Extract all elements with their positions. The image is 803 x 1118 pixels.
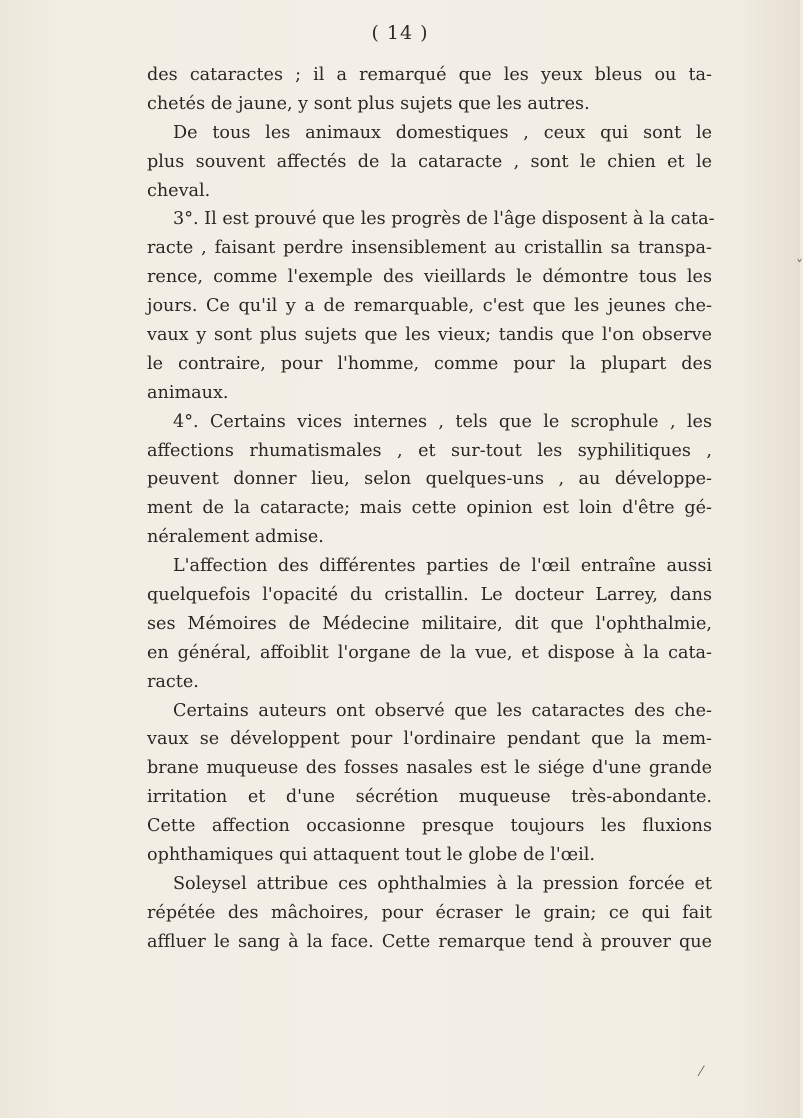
text-line: chetés de jaune, y sont plus sujets que les autres.	[147, 93, 590, 114]
text-line: ment de la cataracte; mais cette opinion est loin d'être gé-	[147, 498, 712, 519]
margin-mark: ˅	[796, 258, 803, 274]
text-line: jours. Ce qu'il y a de remarquable, c'est que les jeunes che-	[147, 296, 712, 317]
text-line: néralement admise.	[147, 527, 324, 548]
text-line: racte , faisant perdre insensiblement au cristallin sa transpa-	[147, 238, 712, 259]
text-line: L'affection des différentes parties de l'œil entraîne aussi	[173, 556, 712, 577]
text-line: vaux y sont plus sujets que les vieux; tandis que l'on observe	[147, 325, 712, 346]
text-line: plus souvent affectés de la cataracte , sont le chien et le	[147, 151, 712, 172]
text-line: répétée des mâchoires, pour écraser le grain; ce qui fait	[147, 902, 712, 923]
text-line: 4°. Certains vices internes , tels que le scrophule , les	[173, 411, 712, 432]
text-line: affluer le sang à la face. Cette remarque tend à prouver que	[147, 931, 712, 952]
text-line: peuvent donner lieu, selon quelques-uns , au développe-	[147, 469, 712, 490]
text-line: vaux se développent pour l'ordinaire pendant que la mem-	[147, 729, 712, 750]
text-line: brane muqueuse des fosses nasales est le siége d'une grande	[147, 758, 712, 779]
margin-mark: ⁄	[700, 1064, 703, 1080]
text-line: Soleysel attribue ces ophthalmies à la pression forcée et	[173, 873, 712, 894]
text-line: en général, affoiblit l'organe de la vue, et dispose à la cata-	[147, 642, 712, 663]
text-line: quelquefois l'opacité du cristallin. Le docteur Larrey, dans	[147, 585, 712, 606]
body-text	[147, 61, 715, 957]
text-line: des cataractes ; il a remarqué que les yeux bleus ou ta-	[147, 65, 712, 85]
text-line: irritation et d'une sécrétion muqueuse très-abondante.	[147, 787, 712, 808]
text-line: De tous les animaux domestiques , ceux qui sont le	[173, 122, 712, 143]
text-line: affections rhumatismales , et sur-tout les syphilitiques ,	[147, 440, 712, 461]
text-line: le contraire, pour l'homme, comme pour la plupart des	[147, 353, 712, 374]
text-line: racte.	[147, 671, 199, 692]
text-line: animaux.	[147, 382, 229, 403]
text-line: 3°. Il est prouvé que les progrès de l'âge disposent à la cata-	[173, 209, 715, 230]
page-number: ( 14 )	[371, 22, 429, 44]
text-line: rence, comme l'exemple des vieillards le démontre tous les	[147, 267, 712, 288]
text-line: ophthamiques qui attaquent tout le globe de l'œil.	[147, 845, 595, 866]
text-line: ses Mémoires de Médecine militaire, dit que l'ophthalmie,	[147, 613, 712, 634]
text-line: Cette affection occasionne presque toujours les fluxions	[147, 816, 712, 837]
text-line: Certains auteurs ont observé que les cataractes des che-	[173, 700, 712, 721]
text-line: cheval.	[147, 180, 211, 201]
